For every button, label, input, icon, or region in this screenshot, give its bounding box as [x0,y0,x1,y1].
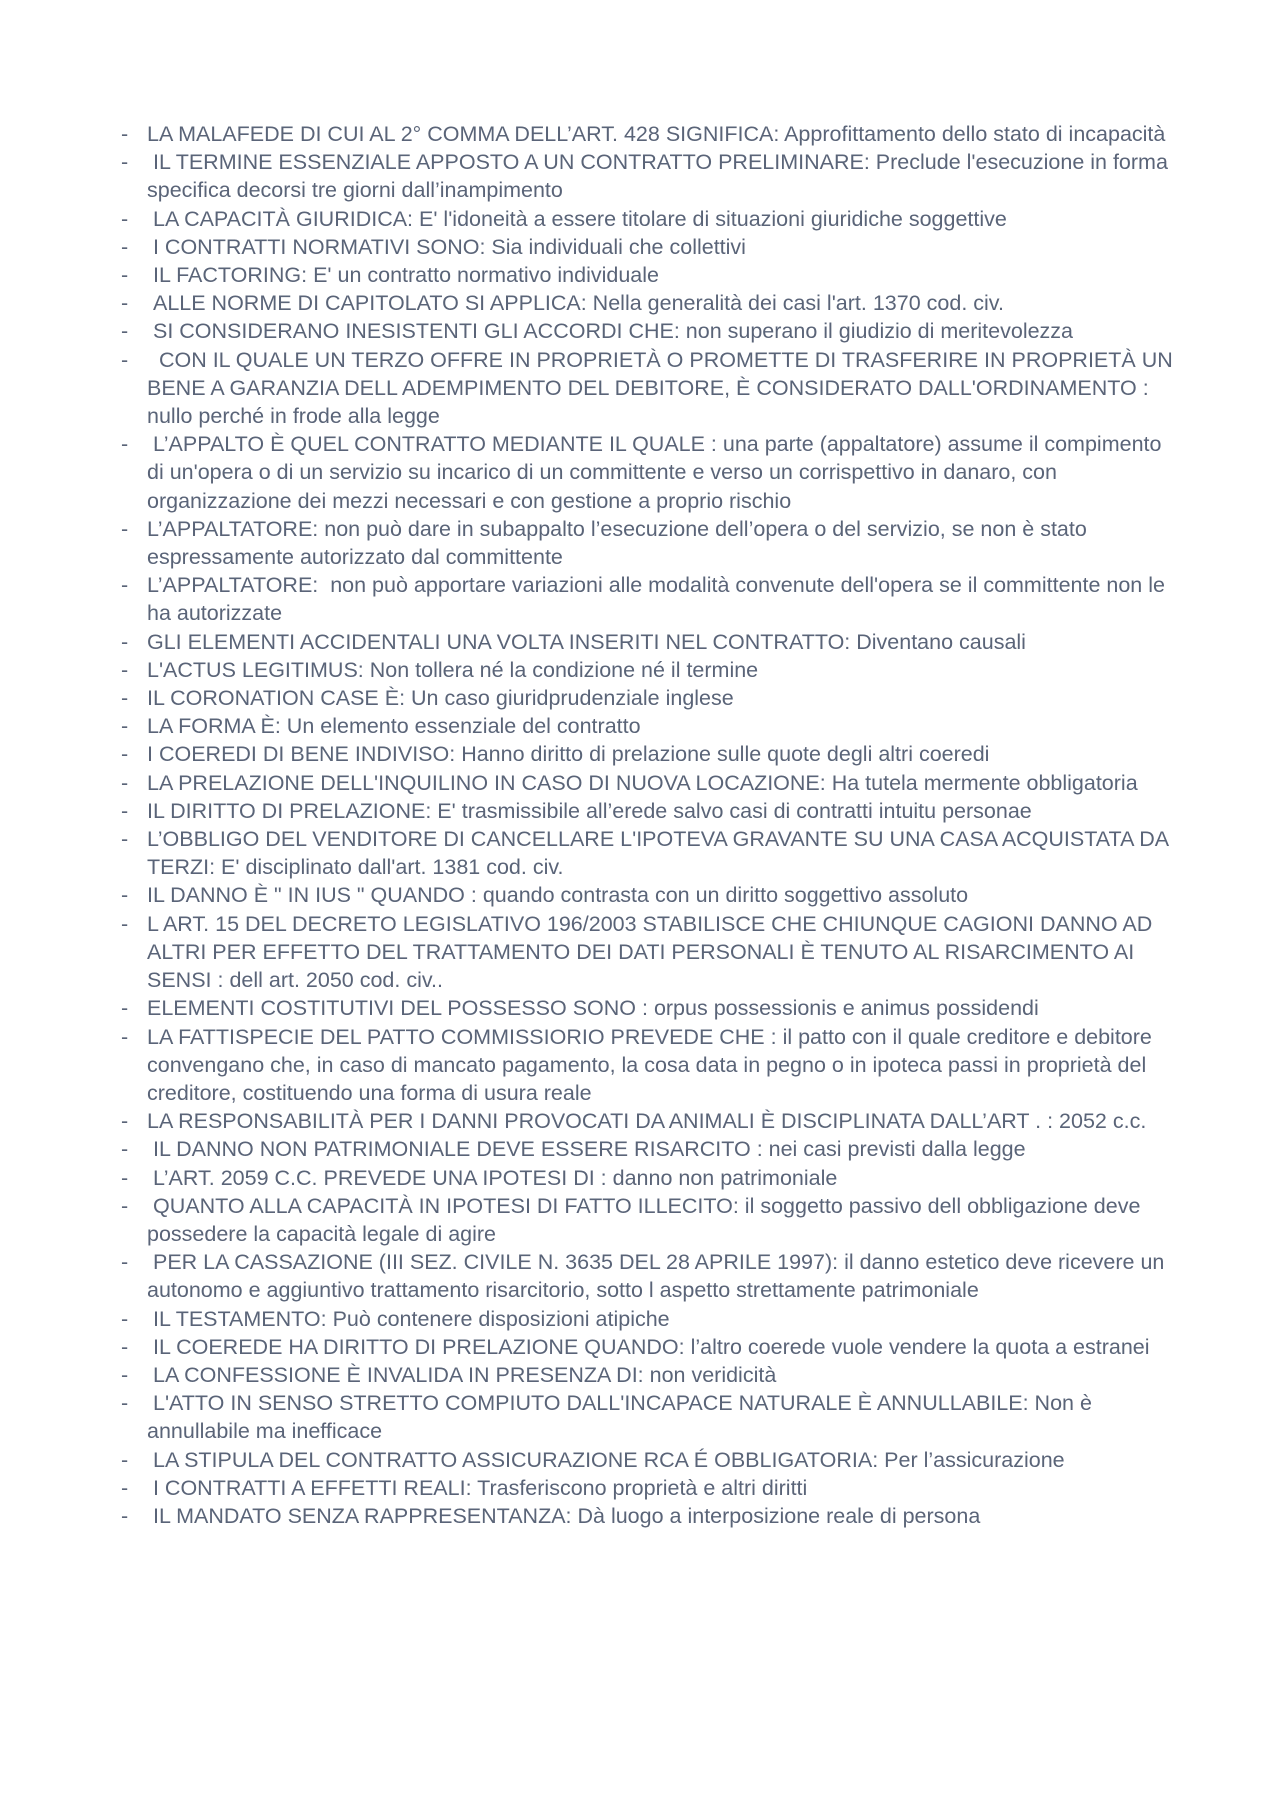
dash-bullet: - [121,234,129,259]
list-item [117,346,1177,431]
dash-bullet: - [121,1137,129,1162]
list-item-text: L ART. 15 DEL DECRETO LEGISLATIVO 196/2003 STABILISCE CHE CHIUNQUE CAGIONI DANNO AD ALTRI PER EFFETTO DEL TRATTAMENTO DEI DATI PERSONALI È TENUTO AL RISARCIMENTO AI SENSI : dell art. 2050 cod. civ.. [147,911,1158,993]
list-item [117,1389,1177,1445]
dash-bullet: - [121,1475,129,1500]
list-item [117,1135,1177,1163]
dash-bullet: - [121,263,129,288]
dash-bullet: - [121,319,129,344]
dash-bullet: - [121,206,129,231]
list-item-text: ALLE NORME DI CAPITOLATO SI APPLICA: Nella generalità dei casi l'art. 1370 cod. civ. [147,291,1004,316]
list-item [117,910,1177,995]
list-item-text: LA CAPACITÀ GIURIDICA: E' l'idoneità a essere titolare di situazioni giuridiche soggettive [147,206,1007,231]
dash-bullet: - [121,1447,129,1472]
list-item-text: L’ART. 2059 C.C. PREVEDE UNA IPOTESI DI : danno non patrimoniale [147,1165,838,1190]
list-item-text: IL MANDATO SENZA RAPPRESENTANZA: Dà luogo a interposizione reale di persona [147,1503,981,1528]
dash-bullet: - [121,827,129,852]
definition-list [117,120,1177,1530]
list-item [117,656,1177,684]
list-item [117,825,1177,881]
list-item [117,881,1177,909]
list-item [117,1107,1177,1135]
dash-bullet: - [121,432,129,457]
list-item-text: SI CONSIDERANO INESISTENTI GLI ACCORDI CHE: non superano il giudizio di meritevolezza [147,319,1074,344]
list-item [117,571,1177,627]
dash-bullet: - [121,1165,129,1190]
dash-bullet: - [121,629,129,654]
dash-bullet: - [121,122,129,146]
dash-bullet: - [121,1306,129,1331]
list-item-text: IL COEREDE HA DIRITTO DI PRELAZIONE QUANDO: l’altro coerede vuole vendere la quota a estranei [147,1334,1150,1359]
list-item-text: ELEMENTI COSTITUTIVI DEL POSSESSO SONO : orpus possessionis e animus possidendi [147,996,1039,1021]
list-item [117,289,1177,317]
dash-bullet: - [121,1024,129,1049]
list-item [117,1248,1177,1304]
list-item-text: LA MALAFEDE DI CUI AL 2° COMMA DELL’ART. 428 SIGNIFICA: Approfittamento dello stato di incapacità [147,122,1166,146]
list-item-text: IL DANNO NON PATRIMONIALE DEVE ESSERE RISARCITO : nei casi previsti dalla legge [147,1137,1026,1162]
dash-bullet: - [121,911,129,936]
list-item [117,1361,1177,1389]
dash-bullet: - [121,1334,129,1359]
list-item [117,148,1177,204]
list-item-text: IL DANNO È " IN IUS " QUANDO : quando contrasta con un diritto soggettivo assoluto [147,883,969,908]
dash-bullet: - [121,291,129,316]
dash-bullet: - [121,150,129,175]
list-item [117,1333,1177,1361]
list-item [117,684,1177,712]
list-item [117,740,1177,768]
list-item [117,1502,1177,1530]
list-item-text: L’APPALTO È QUEL CONTRATTO MEDIANTE IL QUALE : una parte (appaltatore) assume il compimento di un'opera o di un servizio su incarico di un committente e verso un corrispettivo in danaro, con organizzazione dei mezzi necessari e con gestione a proprio rischio [147,432,1168,513]
dash-bullet: - [121,1250,129,1275]
list-item [117,430,1177,515]
list-item-text: L’APPALTATORE: non può dare in subappalto l’esecuzione dell’opera o del servizio, se non è stato espressamente autorizzato dal committente [147,516,1093,570]
list-item [117,1164,1177,1192]
list-item [117,515,1177,571]
dash-bullet: - [121,714,129,739]
list-item [117,205,1177,233]
dash-bullet: - [121,770,129,795]
list-item-text: LA CONFESSIONE È INVALIDA IN PRESENZA DI: non veridicità [147,1362,777,1387]
list-item-text: L’APPALTATORE: non può apportare variazioni alle modalità convenute dell'opera se il committente non le ha autorizzate [147,573,1171,626]
dash-bullet: - [121,686,129,711]
dash-bullet: - [121,1362,129,1387]
dash-bullet: - [121,573,129,598]
dash-bullet: - [121,742,129,767]
list-item [117,1192,1177,1248]
dash-bullet: - [121,347,129,372]
list-item-text: L’OBBLIGO DEL VENDITORE DI CANCELLARE L'IPOTEVA GRAVANTE SU UNA CASA ACQUISTATA DA TERZI: E' disciplinato dall'art. 1381 cod. civ. [147,827,1174,880]
list-item-text: GLI ELEMENTI ACCIDENTALI UNA VOLTA INSERITI NEL CONTRATTO: Diventano causali [147,629,1026,654]
list-item-text: LA FATTISPECIE DEL PATTO COMMISSIORIO PREVEDE CHE : il patto con il quale creditore e debitore convengano che, in caso di mancato pagamento, la cosa data in pegno o in ipoteca passi in proprietà del creditore, costituendo una forma di usura reale [147,1024,1158,1105]
list-item-text: LA RESPONSABILITÀ PER I DANNI PROVOCATI DA ANIMALI È DISCIPLINATA DALL’ART . : 2052 c.c. [147,1109,1147,1134]
dash-bullet: - [121,657,129,682]
list-item-text: L'ATTO IN SENSO STRETTO COMPIUTO DALL'INCAPACE NATURALE È ANNULLABILE: Non è annullabile ma inefficace [147,1391,1098,1444]
list-item [117,1305,1177,1333]
list-item [117,317,1177,345]
dash-bullet: - [121,1193,129,1218]
list-item [117,120,1177,148]
list-item [117,712,1177,740]
dash-bullet: - [121,516,129,541]
list-item-text: LA STIPULA DEL CONTRATTO ASSICURAZIONE RCA É OBBLIGATORIA: Per l’assicurazione [147,1447,1065,1472]
dash-bullet: - [121,1109,129,1134]
dash-bullet: - [121,996,129,1021]
list-item-text: PER LA CASSAZIONE (III SEZ. CIVILE N. 3635 DEL 28 APRILE 1997): il danno estetico deve ricevere un autonomo e aggiuntivo trattamento risarcitorio, sotto l aspetto strettamente patrimoniale [147,1250,1171,1303]
list-item-text: IL TESTAMENTO: Può contenere disposizioni atipiche [147,1306,670,1331]
list-item [117,1023,1177,1108]
list-item [117,261,1177,289]
dash-bullet: - [121,1503,129,1528]
list-item [117,797,1177,825]
list-item-text: LA PRELAZIONE DELL'INQUILINO IN CASO DI NUOVA LOCAZIONE: Ha tutela mermente obbligatoria [147,770,1138,795]
dash-bullet: - [121,883,129,908]
list-item [117,233,1177,261]
list-item-text: L'ACTUS LEGITIMUS: Non tollera né la condizione né il termine [147,657,759,682]
list-item-text: IL FACTORING: E' un contratto normativo individuale [147,263,659,288]
list-item-text: CON IL QUALE UN TERZO OFFRE IN PROPRIETÀ O PROMETTE DI TRASFERIRE IN PROPRIETÀ UN BENE A GARANZIA DELL ADEMPIMENTO DEL DEBITORE, È CONSIDERATO DALL'ORDINAMENTO : nullo perché in frode alla legge [147,347,1179,429]
list-item [117,1446,1177,1474]
list-item-text: I COEREDI DI BENE INDIVISO: Hanno diritto di prelazione sulle quote degli altri coeredi [147,742,990,767]
dash-bullet: - [121,1391,129,1416]
list-item-text: LA FORMA È: Un elemento essenziale del contratto [147,714,641,739]
list-item [117,1474,1177,1502]
list-item-text: QUANTO ALLA CAPACITÀ IN IPOTESI DI FATTO ILLECITO: il soggetto passivo dell obbligazione deve possedere la capacità legale di agire [147,1193,1147,1246]
list-item [117,994,1177,1022]
list-item-text: I CONTRATTI NORMATIVI SONO: Sia individuali che collettivi [147,234,746,259]
list-item-text: IL TERMINE ESSENZIALE APPOSTO A UN CONTRATTO PRELIMINARE: Preclude l'esecuzione in forma specifica decorsi tre giorni dall’inampimento [147,150,1174,203]
dash-bullet: - [121,798,129,823]
list-item-text: I CONTRATTI A EFFETTI REALI: Trasferiscono proprietà e altri diritti [147,1475,808,1500]
list-item [117,769,1177,797]
list-item-text: IL DIRITTO DI PRELAZIONE: E' trasmissibile all’erede salvo casi di contratti intuitu personae [147,798,1032,823]
list-item [117,628,1177,656]
list-item-text: IL CORONATION CASE È: Un caso giuridprudenziale inglese [147,686,734,711]
